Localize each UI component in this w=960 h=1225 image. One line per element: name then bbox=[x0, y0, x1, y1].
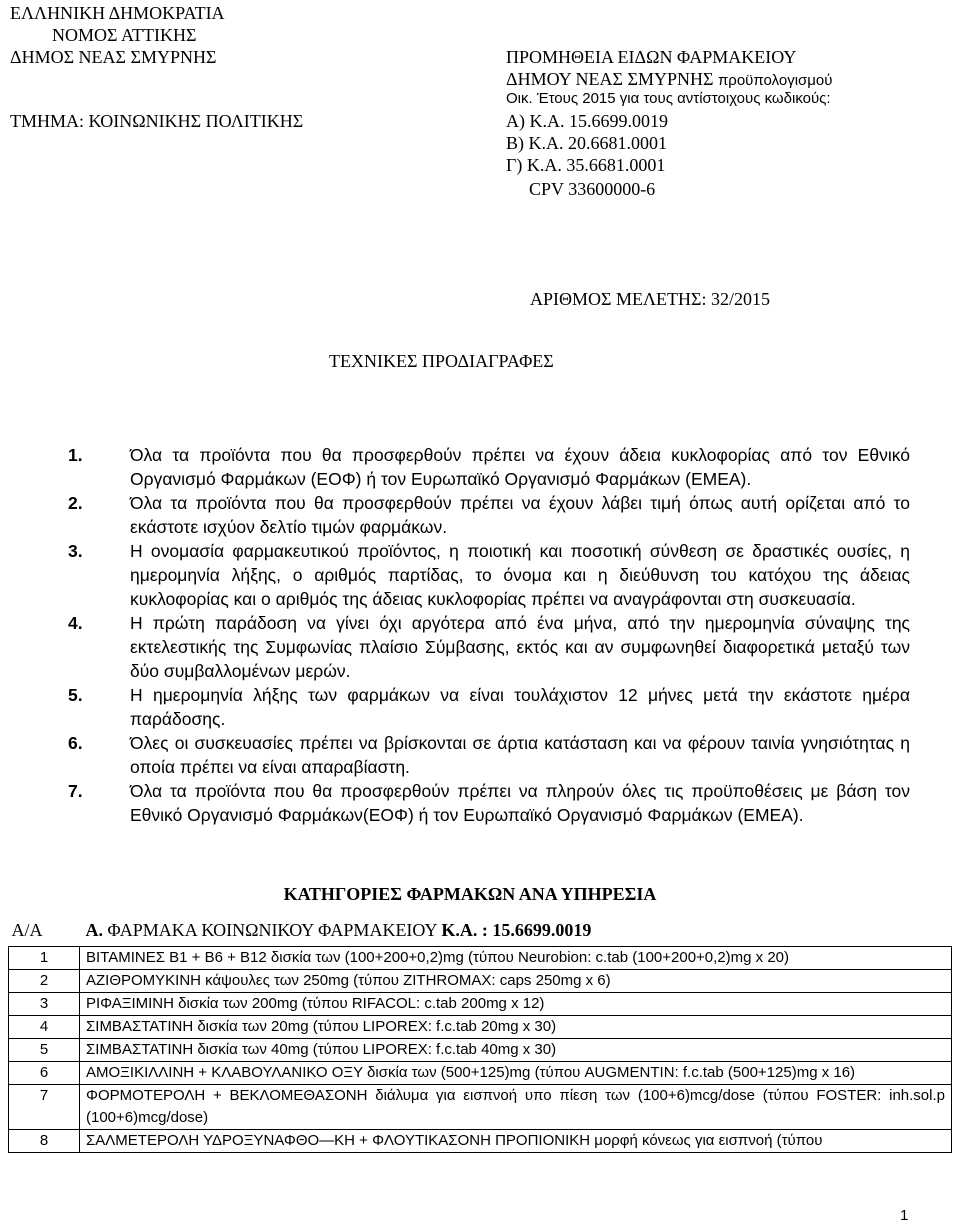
spec-text: Όλα τα προϊόντα που θα προσφερθούν πρέπει να έχουν άδεια κυκλοφορίας από τον Εθνικό Οργανισμό Φαρμάκων (ΕΟΦ) ή τον Ευρωπαϊκό Οργανισμό Φαρμάκων (ΕΜΕΑ). bbox=[130, 445, 910, 489]
cpv-code: CPV 33600000-6 bbox=[529, 179, 656, 199]
row-number: 6 bbox=[9, 1062, 80, 1085]
table-row bbox=[9, 1085, 952, 1130]
budget-code-c: Γ) Κ.Α. 35.6681.0001 bbox=[506, 155, 666, 175]
row-number: 4 bbox=[9, 1016, 80, 1039]
procurement-municipality: ΔΗΜΟΥ ΝΕΑΣ ΣΜΥΡΝΗΣ bbox=[506, 69, 714, 89]
drugs-table bbox=[8, 912, 952, 1153]
department-value: ΚΟΙΝΩΝΙΚΗΣ ΠΟΛΙΤΙΚΗΣ bbox=[88, 111, 304, 131]
spec-number: 6. bbox=[68, 733, 83, 753]
table-row bbox=[9, 1062, 952, 1085]
budget-code-b: Β) Κ.Α. 20.6681.0001 bbox=[506, 133, 667, 153]
spec-item bbox=[68, 683, 910, 731]
spec-item bbox=[68, 611, 910, 683]
header-prefecture: ΝΟΜΟΣ ΑΤΤΙΚΗΣ bbox=[52, 25, 197, 45]
row-description: ΦΟΡΜΟΤΕΡΟΛΗ + ΒΕΚΛΟΜΕΘΑΣΟΝΗ διάλυμα για εισπνοή υπο πίεση των (100+6)mcg/dose (τύπου FOSTER: inh.sol.p (100+6)mcg/dose) bbox=[80, 1085, 952, 1130]
spec-item bbox=[68, 443, 910, 491]
procurement-title: ΠΡΟΜΗΘΕΙΑ ΕΙΔΩΝ ΦΑΡΜΑΚΕΙΟΥ bbox=[506, 47, 797, 67]
procurement-subtitle bbox=[506, 68, 832, 92]
spec-item bbox=[68, 491, 910, 539]
page-number: 1 bbox=[900, 1207, 909, 1224]
row-description: ΑΜΟΞΙΚΙΛΛΙΝΗ + ΚΛΑΒΟΥΛΑΝΙΚΟ ΟΞΥ δισκία των (500+125)mg (τύπου AUGMENTIN: f.c.tab (500+125)mg x 16) bbox=[80, 1062, 952, 1085]
spec-number: 2. bbox=[68, 493, 83, 513]
spec-text: Η πρώτη παράδοση να γίνει όχι αργότερα από ένα μήνα, από την ημερομηνία σύναψης της εκτελεστικής της Συμφωνίας πλαίσιο Σύμβασης, εκτός και αν συμφωνηθεί διαφορετικά μεταξύ των δύο συμβαλλομένων μερών. bbox=[130, 613, 910, 681]
spec-number: 5. bbox=[68, 685, 83, 705]
header-department bbox=[10, 110, 303, 132]
aa-column-header: Α/Α bbox=[9, 912, 80, 947]
table-row bbox=[9, 1130, 952, 1153]
table-row bbox=[9, 947, 952, 970]
spec-item bbox=[68, 539, 910, 611]
spec-text: Όλα τα προϊόντα που θα προσφερθούν πρέπει να πληρούν όλες τις προϋποθέσεις με βάση τον Εθνικό Οργανισμό Φαρμάκων(ΕΟΦ) ή τον Ευρωπαϊκό Οργανισμό Φαρμάκων (ΕΜΕΑ). bbox=[130, 781, 910, 825]
spec-item bbox=[68, 731, 910, 779]
row-description: ΣΑΛΜΕΤΕΡΟΛΗ ΥΔΡΟΞΥΝΑΦΘΟ—ΚΗ + ΦΛΟΥΤΙΚΑΣΟΝΗ ΠΡΟΠΙΟΝΙΚΗ μορφή κόνεως για εισπνοή (τύπου bbox=[80, 1130, 952, 1153]
table-header-row bbox=[9, 912, 952, 947]
row-description: ΒΙΤΑΜΙΝΕΣ Β1 + Β6 + Β12 δισκία των (100+200+0,2)mg (τύπου Neurobion: c.tab (100+200+0,2)mg x 20) bbox=[80, 947, 952, 970]
spec-number: 7. bbox=[68, 781, 83, 801]
spec-text: Όλες οι συσκευασίες πρέπει να βρίσκονται σε άρτια κατάσταση και να φέρουν ταινία γνησιότητας η οποία πρέπει να είναι απαραβίαστη. bbox=[130, 733, 910, 777]
row-number: 7 bbox=[9, 1085, 80, 1130]
table-row bbox=[9, 1039, 952, 1062]
categories-title: ΚΑΤΗΓΟΡΙΕΣ ΦΑΡΜΑΚΩΝ ΑΝΑ ΥΠΗΡΕΣΙΑ bbox=[283, 884, 657, 904]
row-number: 3 bbox=[9, 993, 80, 1016]
spec-text: Η ονομασία φαρμακευτικού προϊόντος, η ποιοτική και ποσοτική σύνθεση σε δραστικές ουσίες, η ημερομηνία λήξης, ο αριθμός παρτίδας, το όνομα και η διεύθυνση του κατόχου της άδειας κυκλοφορίας και ο αριθμός της άδειας κυκλοφορίας πρέπει να αναγράφονται στη συσκευασία. bbox=[130, 541, 910, 609]
row-number: 2 bbox=[9, 970, 80, 993]
table-row bbox=[9, 970, 952, 993]
specs-list bbox=[68, 443, 910, 827]
fiscal-year-line: Οικ. Έτους 2015 για τους αντίστοιχους κωδικούς: bbox=[506, 90, 831, 107]
row-number: 8 bbox=[9, 1130, 80, 1153]
specs-title: ΤΕΧΝΙΚΕΣ ΠΡΟΔΙΑΓΡΑΦΕΣ bbox=[329, 351, 554, 371]
header-municipality: ΔΗΜΟΣ ΝΕΑΣ ΣΜΥΡΝΗΣ bbox=[10, 47, 217, 67]
header-country: ΕΛΛΗΝΙΚΗ ΔΗΜΟΚΡΑΤΙΑ bbox=[10, 3, 225, 23]
spec-text: Η ημερομηνία λήξης των φαρμάκων να είναι τουλάχιστον 12 μήνες μετά την εκάστοτε ημέρα παράδοσης. bbox=[130, 685, 910, 729]
row-number: 5 bbox=[9, 1039, 80, 1062]
row-description: ΑΖΙΘΡΟΜΥΚΙΝΗ κάψουλες των 250mg (τύπου ZITHROMAX: caps 250mg x 6) bbox=[80, 970, 952, 993]
section-title: ΦΑΡΜΑΚΑ ΚΟΙΝΩΝΙΚΟΥ ΦΑΡΜΑΚΕΙΟΥ bbox=[107, 920, 437, 940]
row-number: 1 bbox=[9, 947, 80, 970]
study-number: ΑΡΙΘΜΟΣ ΜΕΛΕΤΗΣ: 32/2015 bbox=[530, 289, 771, 309]
spec-number: 1. bbox=[68, 445, 83, 465]
row-description: ΣΙΜΒΑΣΤΑΤΙΝΗ δισκία των 40mg (τύπου LIPOREX: f.c.tab 40mg x 30) bbox=[80, 1039, 952, 1062]
spec-item bbox=[68, 779, 910, 827]
section-code: Κ.Α. : 15.6699.0019 bbox=[441, 920, 592, 940]
row-description: ΡΙΦΑΞΙΜΙΝΗ δισκία των 200mg (τύπου RIFACOL: c.tab 200mg x 12) bbox=[80, 993, 952, 1016]
spec-number: 4. bbox=[68, 613, 83, 633]
spec-text: Όλα τα προϊόντα που θα προσφερθούν πρέπει να έχουν λάβει τιμή όπως αυτή ορίζεται από το εκάστοτε ισχύον δελτίο τιμών φαρμάκων. bbox=[130, 493, 910, 537]
budget-code-a: Α) Κ.Α. 15.6699.0019 bbox=[506, 111, 668, 131]
table-row bbox=[9, 1016, 952, 1039]
section-header bbox=[80, 912, 952, 947]
procurement-budget-label: προϋπολογισμού bbox=[717, 72, 833, 89]
department-label: ΤΜΗΜΑ: bbox=[10, 111, 85, 131]
spec-number: 3. bbox=[68, 541, 83, 561]
table-row bbox=[9, 993, 952, 1016]
row-description: ΣΙΜΒΑΣΤΑΤΙΝΗ δισκία των 20mg (τύπου LIPOREX: f.c.tab 20mg x 30) bbox=[80, 1016, 952, 1039]
section-prefix: Α. bbox=[85, 920, 103, 940]
